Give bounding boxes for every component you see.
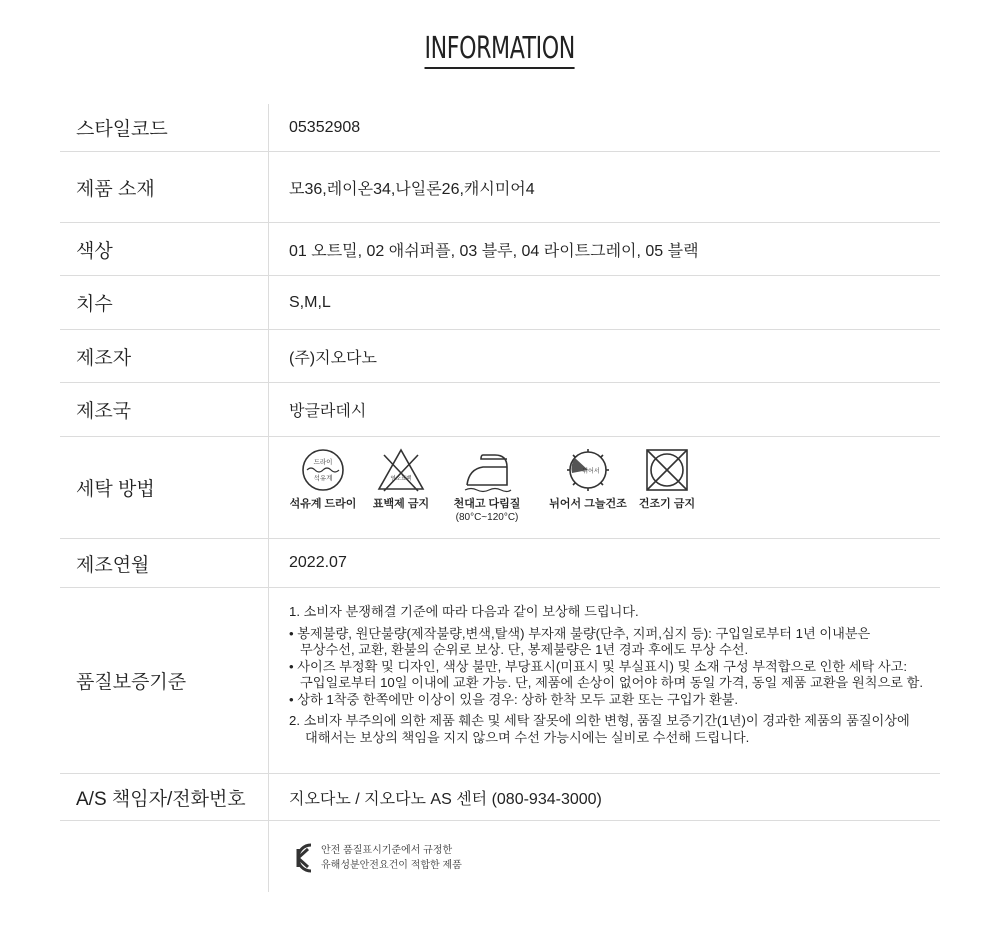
care-item-dry-clean (289, 447, 357, 511)
row-washing (60, 437, 940, 539)
row-mfg-date (60, 539, 940, 588)
care-caption-dry-clean: 석유계 드라이 (289, 498, 357, 510)
wring-shade-dry-icon (564, 447, 612, 493)
kc-line-1: 안전 품질표시기준에서 규정한 (321, 845, 453, 856)
svg-text:KC: KC (289, 841, 291, 842)
country-value: 방글라데시 (289, 403, 367, 420)
mfg-date-label: 제조연월 (76, 554, 150, 576)
manufacturer-value: (주)지오다노 (289, 349, 377, 367)
kc-line-2: 유해성분안전요건이 적합한 제품 (321, 860, 462, 871)
warranty-line: • 상하 1착중 한쪽에만 이상이 있을 경우: 상하 한착 모두 교환 또는 구입가 환불. (289, 691, 739, 707)
manufacturer-label: 제조자 (76, 347, 132, 369)
mfg-date-value: 2022.07 (289, 554, 347, 571)
care-item-no-bleach (369, 447, 433, 511)
dry-clean-inner-bottom: 석유계 (313, 474, 333, 482)
care-caption-iron: 천대고 다림질 (453, 498, 521, 510)
style-code-value: 05352908 (289, 118, 361, 136)
dry-clean-inner-top: 드라이 (313, 458, 333, 466)
row-color (60, 223, 940, 276)
warranty-text (289, 604, 930, 746)
size-label: 치수 (76, 294, 113, 315)
kc-text (321, 843, 462, 873)
care-item-no-tumble (632, 447, 702, 511)
material-value: 모36,레이온34,나일론26,캐시미어4 (289, 180, 535, 198)
row-kc (60, 821, 940, 892)
material-label: 제품 소재 (76, 178, 155, 200)
row-material (60, 152, 940, 223)
dry-clean-petroleum-icon (300, 447, 346, 493)
warranty-line: 1. 소비자 분쟁해결 기준에 따라 다음과 같이 보상해 드립니다. (289, 604, 639, 619)
warranty-line: • 사이즈 부정확 및 디자인, 색상 불만, 부당표시(미표시 및 부실표시) 및 소재 구성 부적합으로 인한 세탁 사고: (289, 658, 908, 674)
no-bleach-inner: 염소표백 (390, 476, 412, 482)
color-label: 색상 (76, 240, 113, 262)
as-label: A/S 책임자/전화번호 (76, 788, 246, 810)
care-item-iron (444, 447, 530, 524)
country-label: 제조국 (76, 401, 132, 422)
page-title-wrap (0, 32, 1000, 69)
warranty-line: 구입일로부터 10일 이내에 교환 가능. 단, 제품에 손상이 없어야 하며 동일 가격, 동일 제품 교환을 원칙으로 함. (300, 675, 923, 690)
warranty-label: 품질보증기준 (76, 672, 187, 693)
style-code-label: 스타일코드 (76, 119, 168, 140)
kc-certification (289, 841, 462, 875)
color-value: 01 오트밀, 02 애쉬퍼플, 03 블루, 04 라이트그레이, 05 블랙 (289, 242, 699, 260)
row-as (60, 774, 940, 821)
kc-mark-icon (289, 841, 315, 875)
warranty-line: 2. 소비자 부주의에 의한 제품 훼손 및 세탁 잘못에 의한 변형, 품질 보증기간(1년)이 경과한 제품의 품질이상에 (289, 713, 910, 728)
as-value: 지오다노 / 지오다노 AS 센터 (080-934-3000) (289, 790, 602, 808)
warranty-line: 대해서는 보상의 책임을 지지 않으며 수선 가능시에는 실비로 수선해 드립니다. (305, 729, 750, 745)
size-value: S,M,L (289, 293, 331, 311)
row-size (60, 276, 940, 330)
shade-dry-inner: 뒤어서 (582, 468, 600, 475)
care-caption-shade-dry: 뉘어서 그늘건조 (549, 498, 627, 510)
care-caption-no-bleach: 표백제 금지 (372, 498, 430, 510)
care-item-shade-dry (543, 447, 633, 511)
washing-label: 세탁 방법 (76, 479, 155, 500)
iron-cloth-icon (461, 447, 513, 493)
no-bleach-icon (376, 447, 426, 493)
row-warranty (60, 588, 940, 774)
care-caption-no-tumble: 건조기 금지 (638, 498, 696, 510)
row-style-code (60, 104, 940, 152)
warranty-line: 무상수선, 교환, 환불의 순위로 보상. 단, 봉제불량은 1년 경과 후에도 무상 수선. (300, 642, 749, 657)
no-tumble-dry-icon (644, 447, 690, 493)
page-title: INFORMATION (425, 32, 575, 69)
warranty-line: • 봉제불량, 원단불량(제작불량,변색,탈색) 부자재 불량(단추, 지퍼,심지 등): 구입일로부터 1년 이내분은 (289, 625, 871, 641)
row-manufacturer (60, 330, 940, 383)
row-country (60, 383, 940, 437)
care-caption-iron-temp: (80°C~120°C) (455, 512, 519, 523)
